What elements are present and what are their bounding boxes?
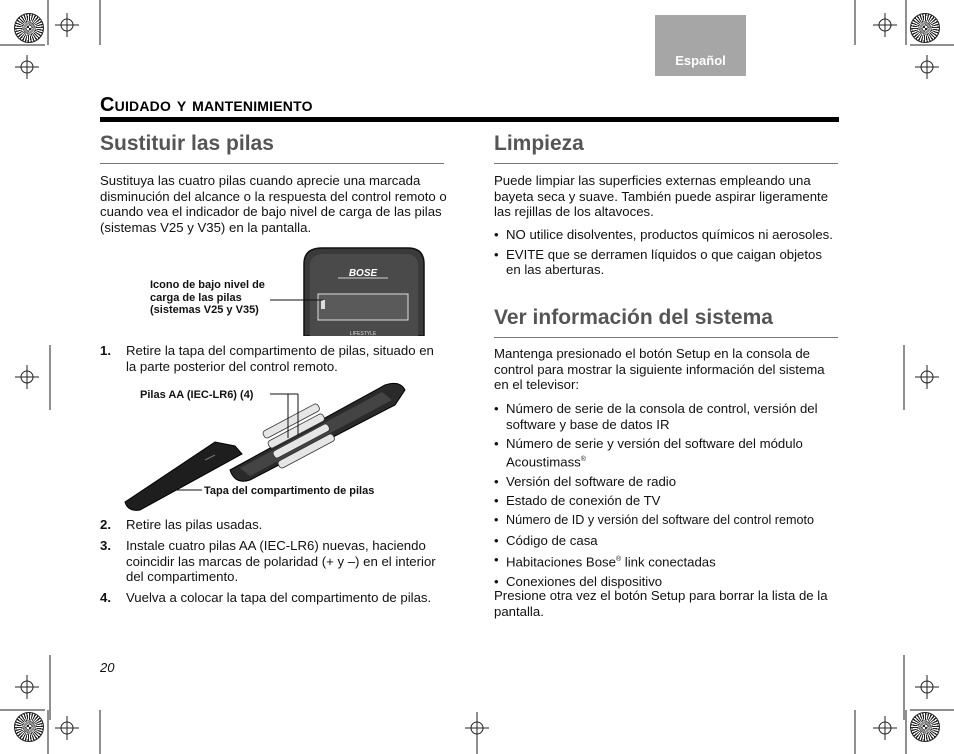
- heading-system-info: Ver información del sistema: [494, 306, 773, 329]
- intro-paragraph: Sustituya las cuatro pilas cuando aprecie una marcada disminución del alcance o la respuesta del control remoto o cuando vea el indicador de bajo nivel de carga de las pilas (sistemas V25 y V35) en la pantalla.: [100, 173, 447, 235]
- list-item: • Número de ID y versión del software del control remoto: [494, 513, 844, 529]
- step-number: 4.: [100, 590, 111, 605]
- list-item: • Versión del software de radio: [494, 474, 844, 490]
- section-title: Cuidado y mantenimiento: [100, 94, 313, 116]
- remote-model-label: LIFESTYLE: [349, 331, 377, 336]
- list-item: • Número de serie de la consola de control, versión del software y base de datos IR: [494, 401, 844, 432]
- step-text: Instale cuatro pilas AA (IEC-LR6) nuevas, haciendo coincidir las marcas de polaridad (+ y –) en el interior del compartimento.: [126, 538, 436, 585]
- step-2: [100, 517, 448, 533]
- list-item: • Habitaciones Bose® link conectadas: [494, 552, 844, 570]
- list-item: • Conexiones del dispositivo: [494, 574, 844, 590]
- cleaning-list: [494, 227, 840, 282]
- callout-batteries: Pilas AA (IEC-LR6) (4): [140, 389, 254, 401]
- info-paragraph: Mantenga presionado el botón Setup en la consola de control para mostrar la siguiente información del sistema en el televisor:: [494, 346, 825, 393]
- step-4: [100, 590, 448, 606]
- list-item: • EVITE que se derramen líquidos o que caigan objetos en las aberturas.: [494, 247, 840, 278]
- step-text: Vuelva a colocar la tapa del compartimento de pilas.: [126, 590, 432, 605]
- page-number: 20: [100, 660, 115, 675]
- list-item: • Estado de conexión de TV: [494, 493, 844, 509]
- closing-paragraph: Presione otra vez el botón Setup para borrar la lista de la pantalla.: [494, 588, 828, 619]
- step-text: Retire la tapa del compartimento de pilas, situado en la parte posterior del control remoto.: [126, 343, 434, 374]
- callout-cover: Tapa del compartimento de pilas: [204, 485, 375, 497]
- cleaning-paragraph: Puede limpiar las superficies externas empleando una bayeta seca y suave. También puede aspirar ligeramente las rejillas de los altavoces.: [494, 173, 829, 220]
- step-3: [100, 538, 448, 586]
- language-label: Español: [675, 53, 726, 68]
- list-item: • NO utilice disolventes, productos químicos ni aerosoles.: [494, 227, 840, 243]
- heading-rule: [494, 163, 838, 164]
- remote-brand-logo: BOSE: [348, 268, 378, 279]
- info-list: [494, 401, 844, 594]
- language-tab: [655, 15, 746, 76]
- list-item: • Número de serie y versión del software del módulo Acoustimass®: [494, 436, 844, 470]
- heading-rule: [100, 163, 444, 164]
- heading-cleaning: Limpieza: [494, 132, 584, 155]
- callout-low-battery: Icono de bajo nivel de carga de las pilas (sistemas V25 y V35): [150, 279, 265, 316]
- step-number: 2.: [100, 517, 111, 532]
- step-number: 3.: [100, 538, 111, 553]
- title-rule: [100, 117, 839, 122]
- step-1: [100, 343, 448, 375]
- heading-rule: [494, 337, 838, 338]
- step-number: 1.: [100, 343, 111, 358]
- heading-replace-batteries: Sustituir las pilas: [100, 132, 274, 155]
- step-text: Retire las pilas usadas.: [126, 517, 263, 532]
- list-item: • Código de casa: [494, 533, 844, 549]
